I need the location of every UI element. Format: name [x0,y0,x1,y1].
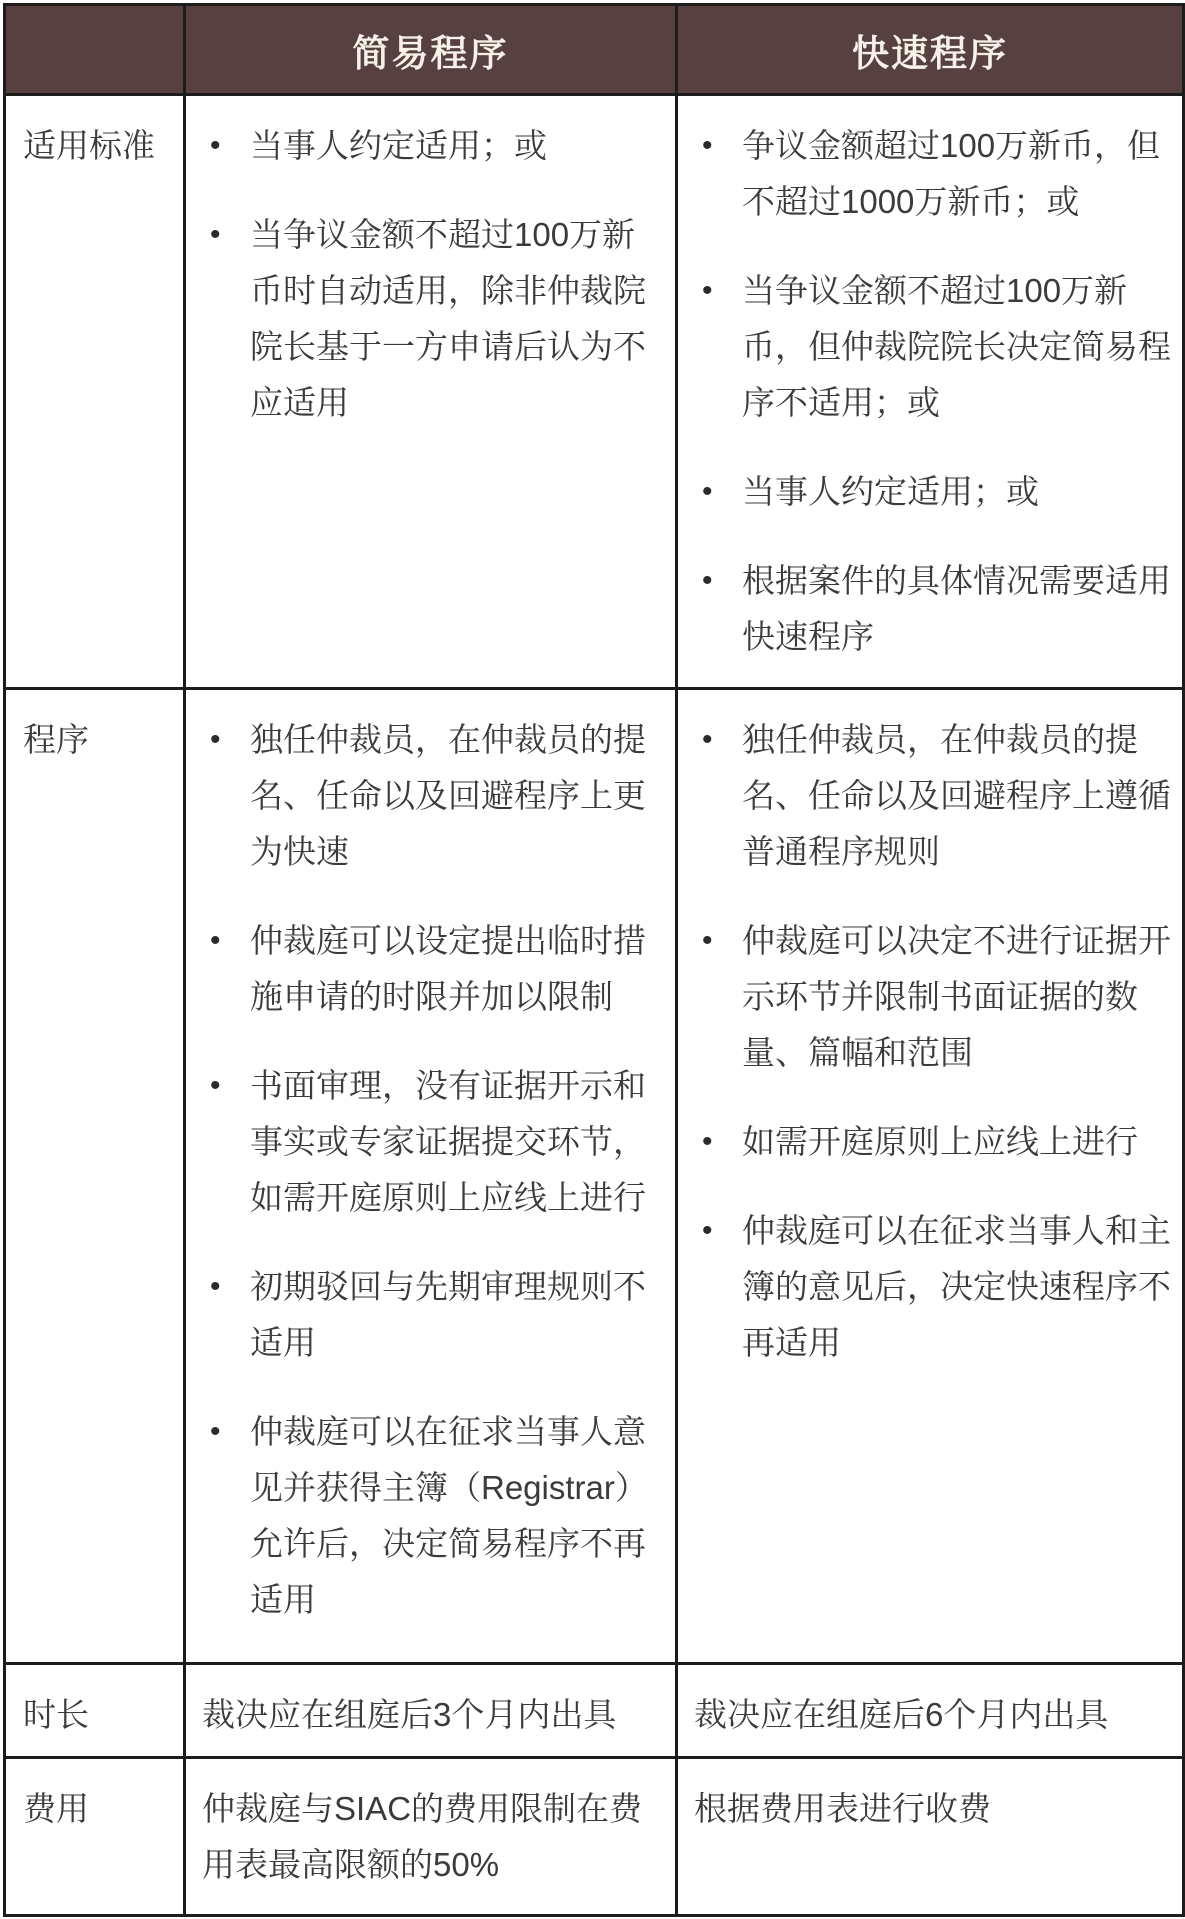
row-duration [5,1664,1184,1758]
bullet-item: • 当争议金额不超过100万新币时自动适用，除非仲裁院院长基于一方申请后认为不应适用 [250,207,667,431]
header-row [5,5,1184,95]
row-procedure [5,689,1184,1664]
bullet-item: • 仲裁庭可以决定不进行证据开示环节并限制书面证据的数量、篇幅和范围 [742,913,1174,1081]
row-label-criteria: 适用标准 [5,95,185,689]
cell-procedure-simplified [185,689,677,1664]
bullet-item: • 仲裁庭可以在征求当事人和主簿的意见后，决定快速程序不再适用 [742,1203,1174,1371]
fees-simplified-text: 仲裁庭与SIAC的费用限制在费用表最高限额的50% [202,1790,643,1883]
cell-duration-simplified [185,1664,677,1758]
row-label-fees: 费用 [5,1758,185,1916]
duration-expedited-text: 裁决应在组庭后6个月内出具 [694,1696,1109,1733]
bullet-item: • 如需开庭原则上应线上进行 [742,1114,1174,1170]
fees-expedited-text: 根据费用表进行收费 [694,1790,991,1827]
bullet-item: • 仲裁庭可以设定提出临时措施申请的时限并加以限制 [250,913,667,1025]
row-label-procedure: 程序 [5,689,185,1664]
cell-fees-simplified [185,1758,677,1916]
row-fees [5,1758,1184,1916]
bullet-item: • 当事人约定适用；或 [250,118,667,174]
row-label-duration: 时长 [5,1664,185,1758]
header-simplified-procedure: 简易程序 [185,5,677,95]
bullet-item: • 根据案件的具体情况需要适用快速程序 [742,553,1174,665]
criteria-simplified-list [186,118,667,431]
bullet-item: • 当争议金额不超过100万新币，但仲裁院院长决定简易程序不适用；或 [742,263,1174,431]
bullet-item: • 初期驳回与先期审理规则不适用 [250,1259,667,1371]
cell-fees-expedited [677,1758,1184,1916]
header-empty-cell [5,5,185,95]
bullet-item: • 独任仲裁员，在仲裁员的提名、任命以及回避程序上遵循普通程序规则 [742,712,1174,880]
cell-procedure-expedited [677,689,1184,1664]
bullet-item: • 仲裁庭可以在征求当事人意见并获得主簿（Registrar）允许后，决定简易程序不再适用 [250,1404,667,1628]
duration-simplified-text: 裁决应在组庭后3个月内出具 [202,1696,617,1733]
procedure-comparison-table [3,3,1185,1917]
cell-duration-expedited [677,1664,1184,1758]
criteria-expedited-list [678,118,1174,665]
procedure-simplified-list [186,712,667,1628]
bullet-item: • 争议金额超过100万新币，但不超过1000万新币；或 [742,118,1174,230]
procedure-expedited-list [678,712,1174,1371]
bullet-item: • 书面审理，没有证据开示和事实或专家证据提交环节，如需开庭原则上应线上进行 [250,1058,667,1226]
bullet-item: • 独任仲裁员，在仲裁员的提名、任命以及回避程序上更为快速 [250,712,667,880]
header-expedited-procedure: 快速程序 [677,5,1184,95]
bullet-item: • 当事人约定适用；或 [742,464,1174,520]
cell-criteria-expedited [677,95,1184,689]
cell-criteria-simplified [185,95,677,689]
row-criteria [5,95,1184,689]
